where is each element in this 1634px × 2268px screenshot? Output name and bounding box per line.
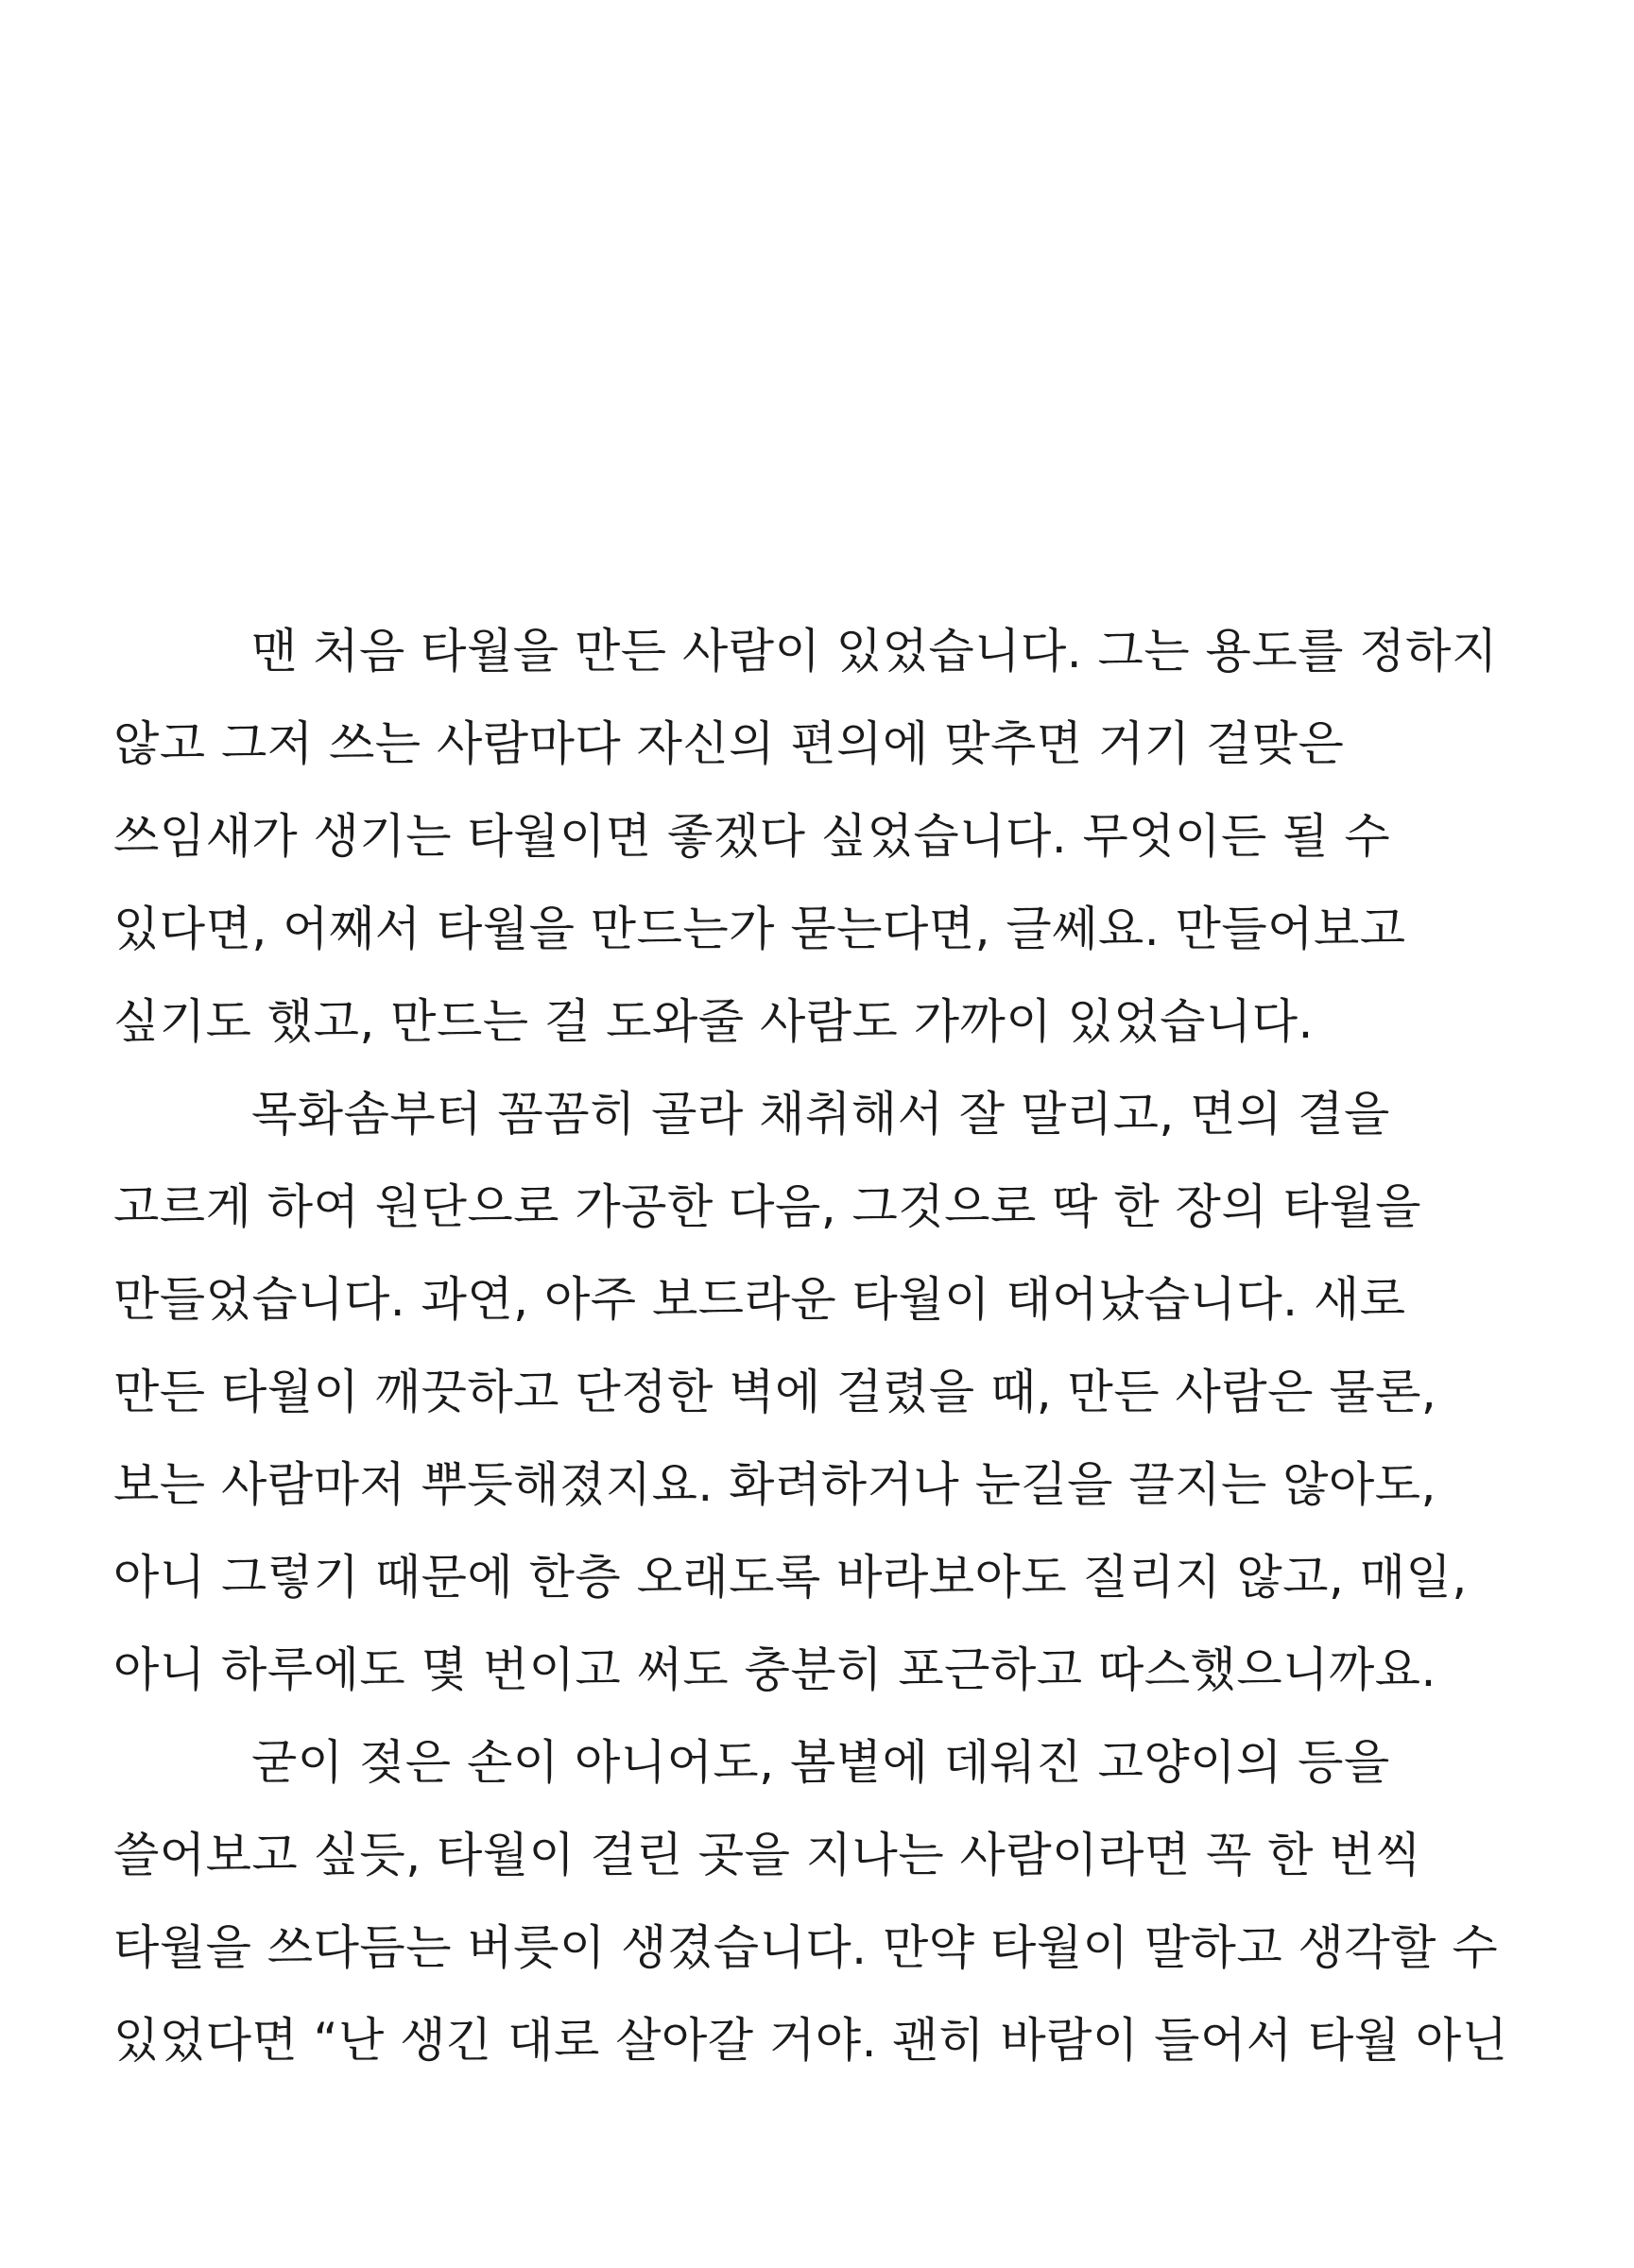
text-line: 아니 하루에도 몇 번이고 써도 충분히 포근하고 따스했으니까요. (113, 1642, 1436, 1697)
text-line: 싶기도 했고, 만드는 걸 도와줄 사람도 가까이 있었습니다. (113, 994, 1314, 1049)
text-line: 타월을 쓰다듬는 버릇이 생겼습니다. 만약 타월이 말하고 생각할 수 (113, 1920, 1499, 1975)
body-text (113, 605, 1588, 2087)
text-line: 쓸어보고 싶듯, 타월이 걸린 곳을 지나는 사람이라면 꼭 한 번씩 (113, 1828, 1421, 1882)
text-line: 있었다면 “난 생긴 대로 살아갈 거야. 괜히 바람이 들어서 타월 아닌 (113, 2013, 1508, 2068)
text-line: 만든 타월이 깨끗하고 단정한 벽에 걸렸을 때, 만든 사람은 물론, (113, 1365, 1437, 1419)
text-line: 쓰임새가 생기는 타월이면 좋겠다 싶었습니다. 무엇이든 될 수 (113, 809, 1391, 864)
text-line: 굳이 젖은 손이 아니어도, 봄볕에 데워진 고양이의 등을 (251, 1735, 1390, 1790)
text-line: 보는 사람마저 뿌듯해졌지요. 화려하거나 눈길을 끌지는 않아도, (113, 1457, 1436, 1512)
text-line: 아니 그렇기 때문에 한층 오래도록 바라보아도 질리지 않고, 매일, (113, 1550, 1468, 1605)
text-line: 고르게 하여 원단으로 가공한 다음, 그것으로 딱 한 장의 타월을 (113, 1179, 1421, 1234)
text-line: 않고 그저 쓰는 사람마다 자신의 편의에 맞추면 거기 걸맞은 (113, 716, 1345, 771)
text-line: 맨 처음 타월을 만든 사람이 있었습니다. 그는 용도를 정하지 (251, 624, 1498, 679)
text-line: 있다면, 어째서 타월을 만드는가 묻는다면, 글쎄요. 만들어보고 (113, 902, 1406, 956)
text-line: 만들었습니다. 과연, 아주 보드라운 타월이 태어났습니다. 새로 (113, 1272, 1406, 1327)
text-line: 목화솜부터 꼼꼼히 골라 채취해서 잘 말리고, 면의 결을 (251, 1087, 1390, 1142)
